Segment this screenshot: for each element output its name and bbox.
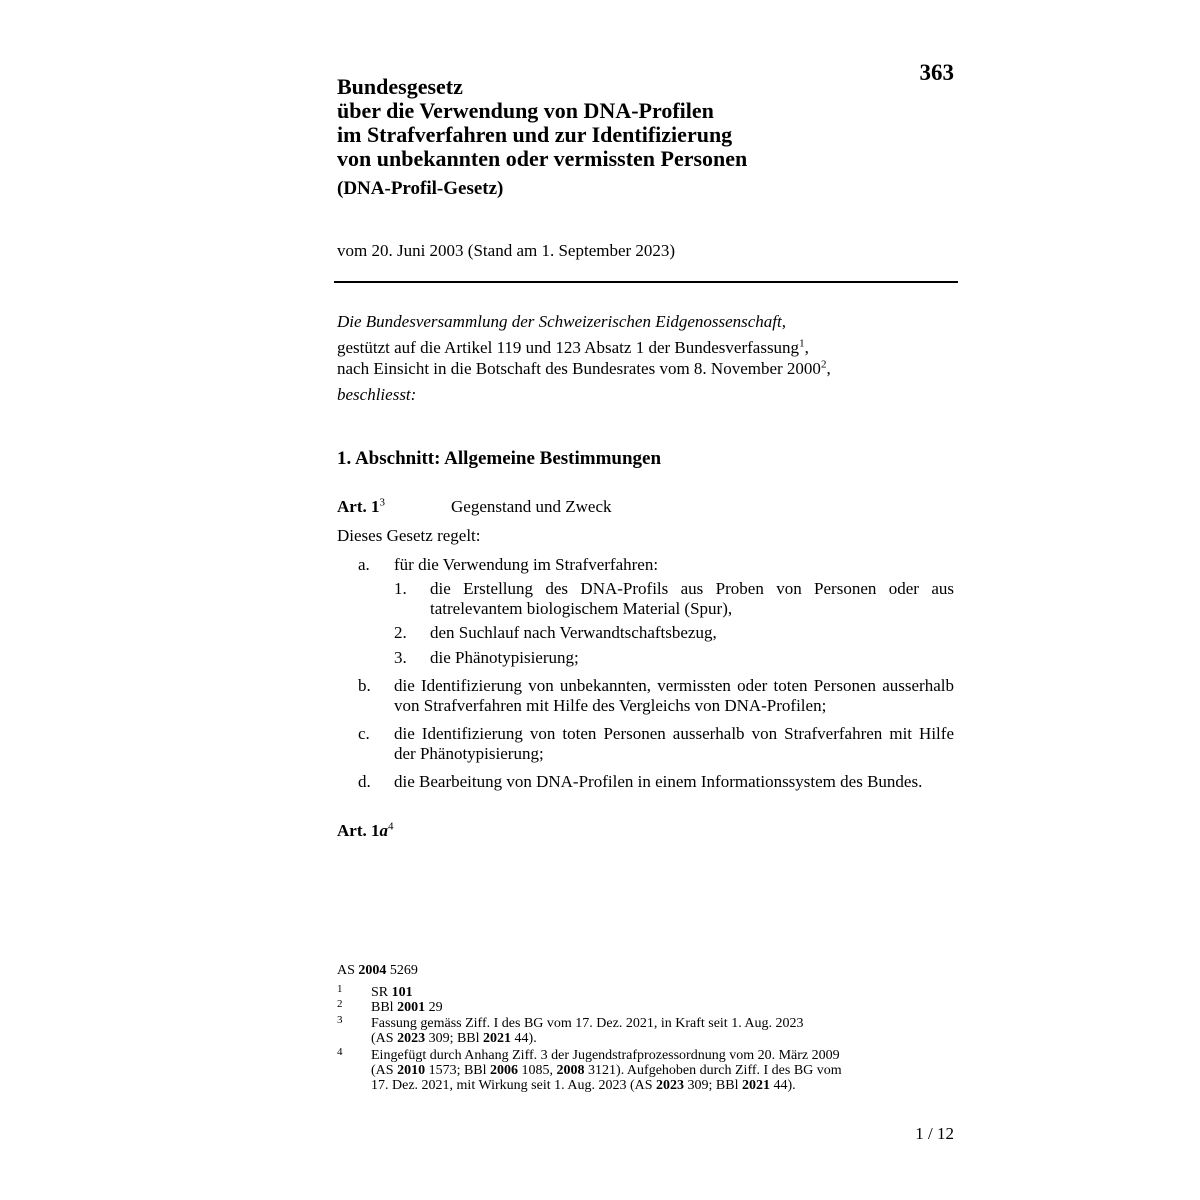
article-label: Art. $1a^4$	[337, 820, 394, 840]
title-divider	[334, 281, 958, 283]
footnote-ref[interactable]: 2	[820, 358, 827, 371]
footnote-text: BBl 2001 29	[371, 1000, 443, 1015]
footnote-number: 1	[337, 983, 343, 995]
list-item: die Identifizierung von unbekannten, vermissten oder toten Personen ausserhalb von Strafverfahren mit Hilfe des Vergleichs von DNA-Profilen;	[394, 676, 954, 715]
list-item: die Bearbeitung von DNA-Profilen in einem Informationssystem des Bundes.	[394, 772, 923, 791]
list-item-marker: a.	[358, 555, 370, 574]
sublist-item-marker: 2.	[394, 623, 407, 642]
footnote-text: Eingefügt durch Anhang Ziff. 3 der Jugendstrafprozessordnung vom 20. März 2009 (AS 2010 1573; BBl 2006 1085, 2008 3121). Aufgehoben durch Ziff. I des BG vom 17. Dez. 2021, mit Wirkung seit 1. Aug. 2023 (AS 2023 309; BBl 2021 44).	[371, 1048, 842, 1093]
list-item-marker: d.	[358, 772, 371, 791]
date-line: vom 20. Juni 2003 (Stand am 1. September 2023)	[337, 241, 676, 260]
list-item: für die Verwendung im Strafverfahren:	[394, 555, 659, 574]
article-intro: Dieses Gesetz regelt:	[337, 526, 481, 545]
preamble-basis: gestützt auf die Artikel 119 und 123 Absatz 1 der Bundesverfassung$^1$,	[337, 337, 809, 357]
title-line: über die Verwendung von DNA-Profilen	[337, 98, 714, 123]
sublist-item: den Suchlauf nach Verwandtschaftsbezug,	[430, 623, 717, 642]
article-title: Gegenstand und Zweck	[451, 497, 612, 516]
footnote-text: SR 101	[371, 985, 413, 1000]
title-line: Bundesgesetz	[337, 74, 463, 99]
article-label: Art. $1^3$	[337, 496, 385, 516]
footnote-ref[interactable]: 3	[379, 496, 385, 509]
sublist-item-marker: 3.	[394, 648, 407, 667]
list-item: die Identifizierung von toten Personen ausserhalb von Strafverfahren mit Hilfe der Phänotypisierung;	[394, 724, 954, 763]
footnote-ref[interactable]: 1	[799, 337, 805, 350]
footnote-number: 2	[337, 998, 343, 1010]
title-line: im Strafverfahren und zur Identifizierung	[337, 122, 733, 147]
preamble-authority: Die Bundesversammlung der Schweizerischen Eidgenossenschaft,	[337, 312, 786, 331]
title-line: von unbekannten oder vermissten Personen	[337, 146, 748, 171]
page-number: 1 / 12	[915, 1124, 954, 1143]
sublist-item: die Erstellung des DNA-Profils aus Proben von Personen oder aus tatrelevantem biologischem Material (Spur),	[430, 579, 954, 618]
section-heading: 1. Abschnitt: Allgemeine Bestimmungen	[337, 448, 662, 469]
sublist-item-marker: 1.	[394, 579, 407, 598]
sr-number: 363	[919, 60, 954, 85]
footnote-number: 4	[337, 1046, 343, 1058]
official-collection-ref: AS 2004 5269	[337, 963, 418, 978]
preamble-message: nach Einsicht in die Botschaft des Bundesrates vom 8. November 2000$^2$,	[337, 358, 831, 378]
law-title	[337, 75, 857, 171]
footnote-text: Fassung gemäss Ziff. I des BG vom 17. Dez. 2021, in Kraft seit 1. Aug. 2023 (AS 2023 309; BBl 2021 44).	[371, 1016, 804, 1046]
short-title: (DNA-Profil-Gesetz)	[337, 178, 504, 199]
footnote-ref[interactable]: 4	[387, 820, 394, 833]
list-item-marker: b.	[358, 676, 371, 695]
preamble-resolves: beschliesst:	[337, 385, 417, 404]
sublist-item: die Phänotypisierung;	[430, 648, 579, 667]
list-item-marker: c.	[358, 724, 370, 743]
footnote-number: 3	[337, 1014, 343, 1026]
